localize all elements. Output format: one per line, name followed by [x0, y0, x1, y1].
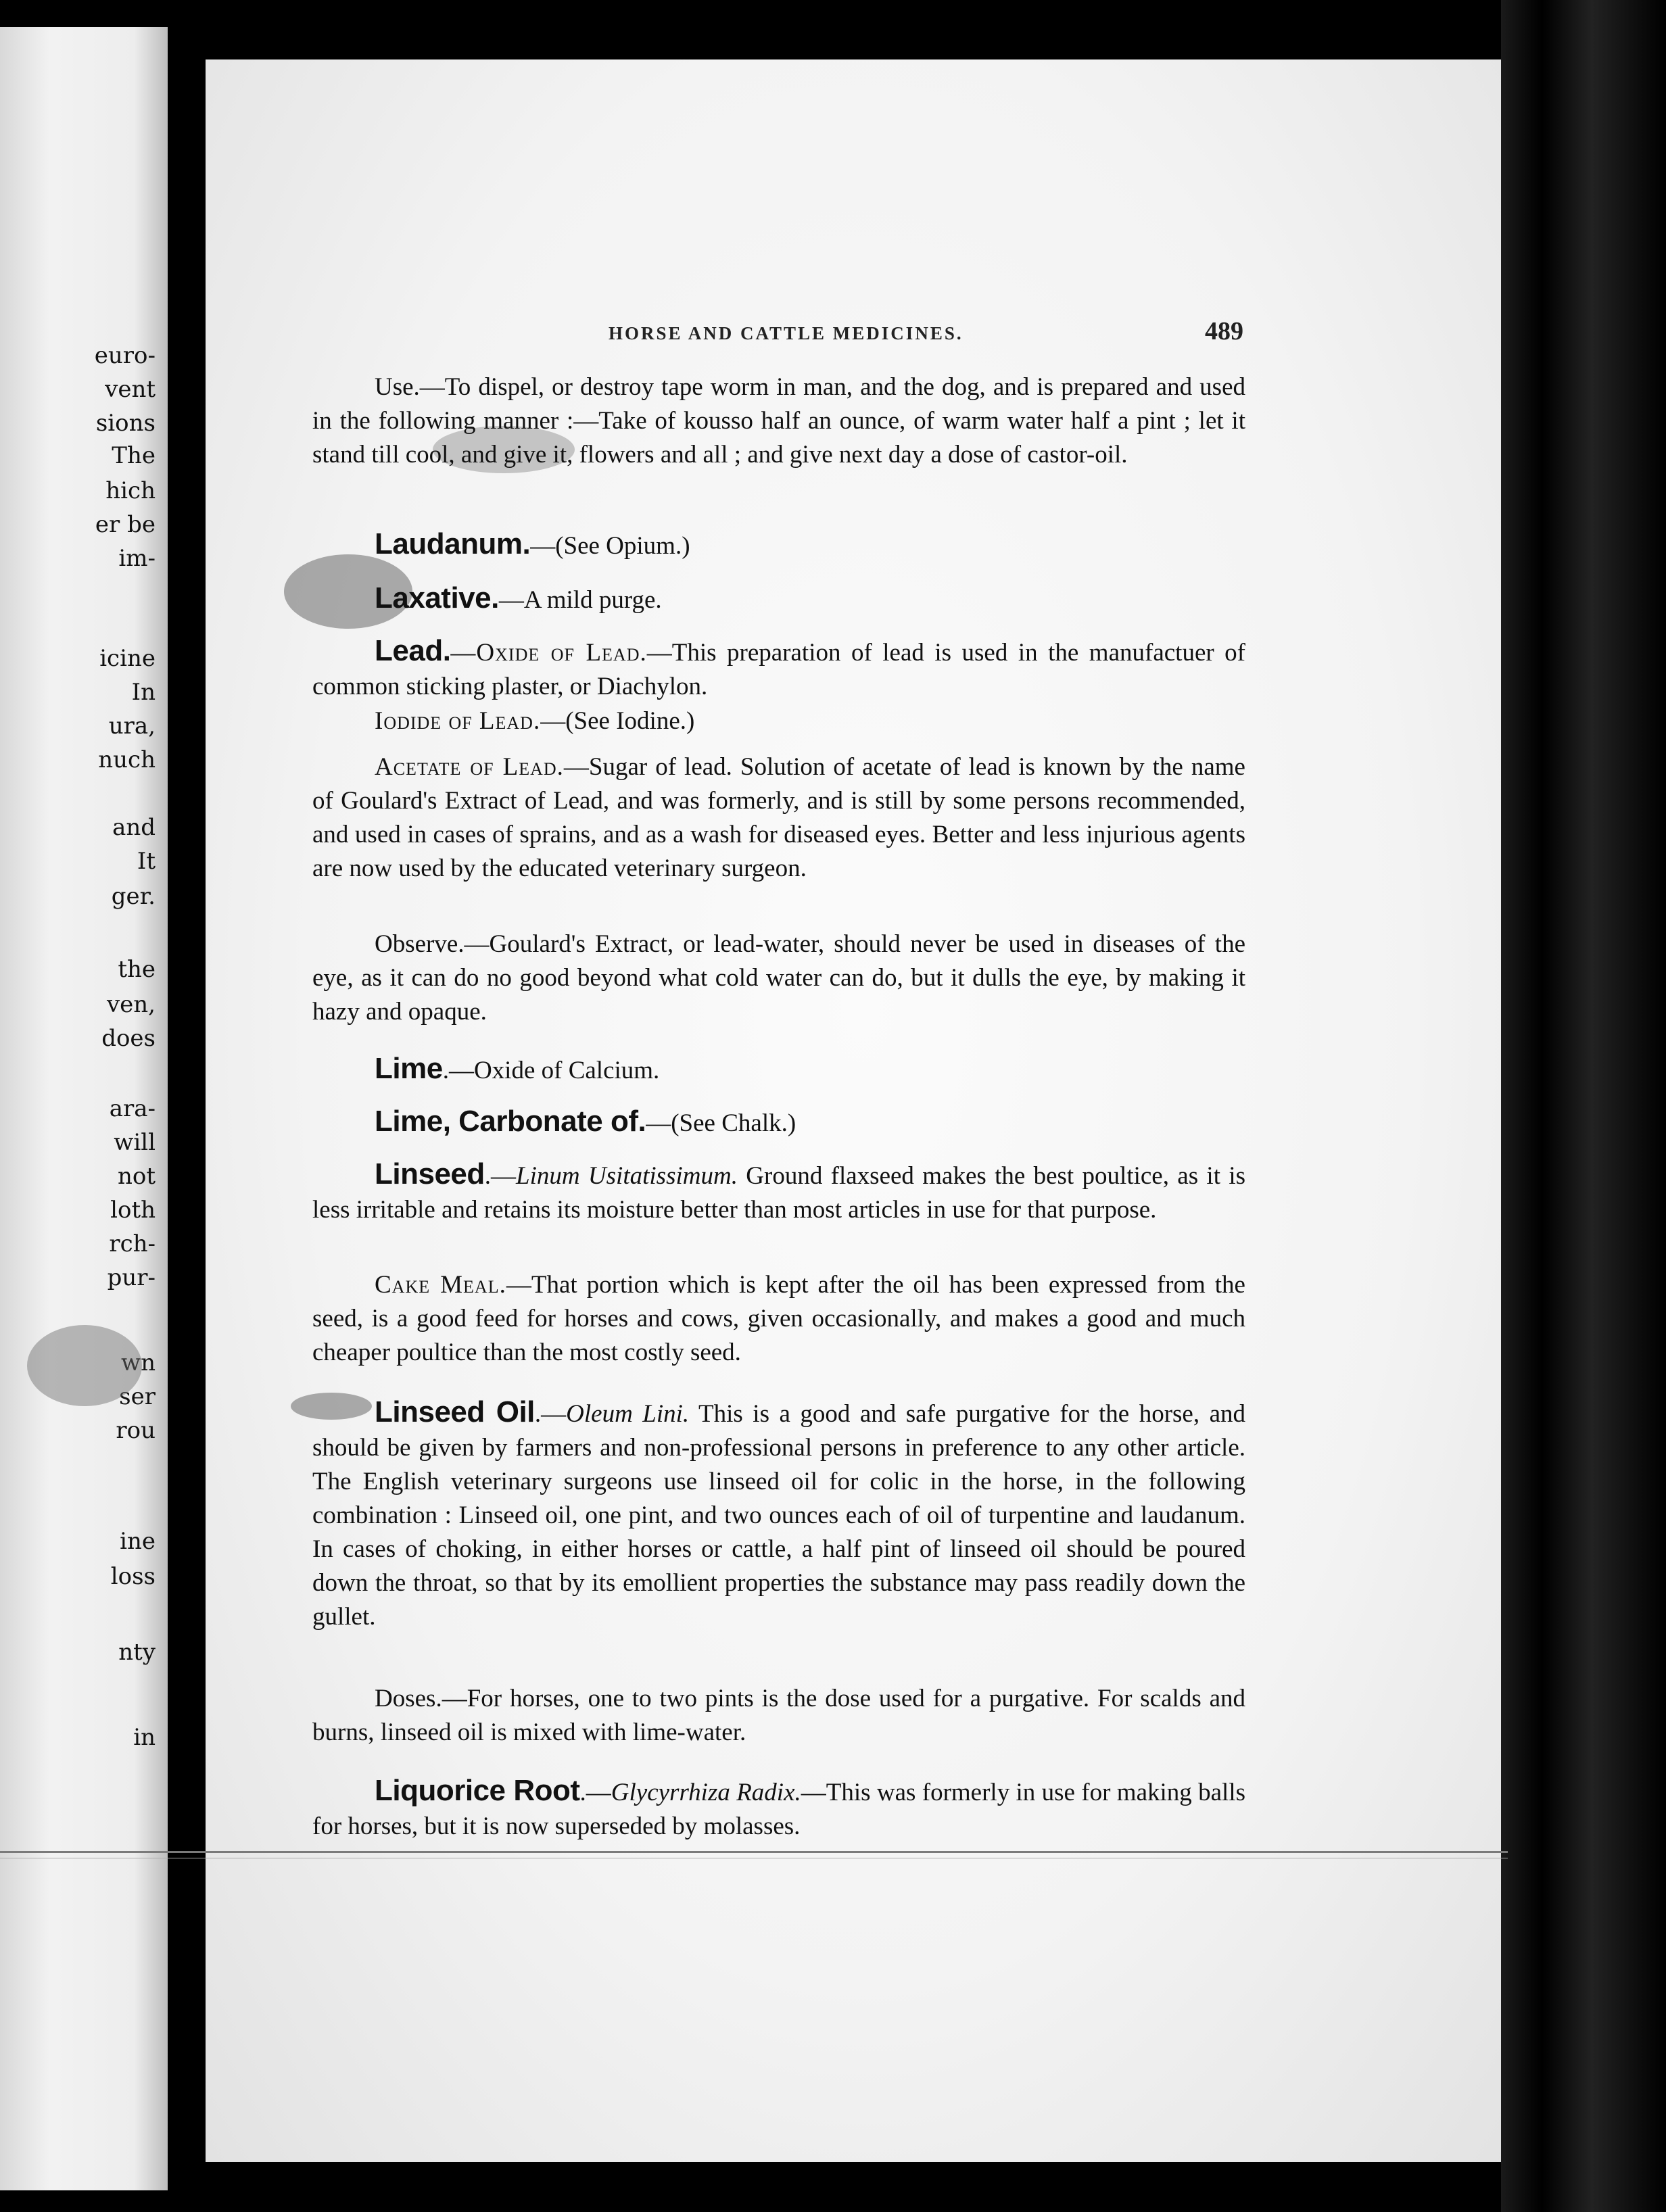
left-page-line: The [112, 442, 156, 469]
left-page-line: ara- [109, 1095, 156, 1122]
left-page-line: ven, [106, 991, 156, 1018]
left-page-line: ser [119, 1383, 156, 1410]
entry-doses [312, 1682, 1245, 1750]
left-page-line: In [131, 679, 156, 706]
entry-cake-meal [312, 1268, 1245, 1370]
left-page-line: hich [105, 477, 156, 504]
liquorice-latin: Glycyrrhiza Radix. [611, 1779, 801, 1806]
left-page-line: vent [105, 376, 156, 403]
left-page-line: loss [110, 1563, 156, 1590]
left-page-line: er be [95, 511, 156, 538]
cake-meal-subhead: Cake Meal. [375, 1271, 506, 1299]
iodide-subhead: Iodide of Lead. [375, 707, 541, 735]
left-page-line: not [117, 1163, 156, 1190]
entry-liquorice-root: Liquorice Root.—Glycyrrhiza Radix.—This was formerly in use for making balls for horses, but it is now superseded by molasses. [312, 1774, 1245, 1840]
ink-smudge [27, 1325, 142, 1406]
entry-lime [312, 1052, 1245, 1088]
linseed-oil-latin: Oleum Lini. [566, 1400, 690, 1428]
headword-linseed-oil: Linseed Oil [375, 1395, 535, 1428]
left-page-line: loth [110, 1197, 156, 1224]
lead-subhead: —Oxide of Lead. [450, 639, 647, 667]
left-page-line: It [137, 848, 156, 875]
left-page-line: icine [99, 645, 156, 672]
left-page-line: ine [120, 1528, 156, 1555]
observe-text: Observe.—Goulard's Extract, or lead-water, should never be used in diseases of the eye, as it can do no good beyond what cold water can do, but it dulls the eye, by making it hazy and opaque. [312, 930, 1245, 1026]
left-page-line: will [114, 1129, 156, 1156]
paragraph-use [312, 370, 1245, 472]
left-page-line: does [101, 1025, 156, 1052]
linseed-text: Ground flaxseed makes the best poultice, as it is less irritable and retains its moisture better than most articles in use for that purpose. [312, 1162, 1245, 1224]
headword-linseed: Linseed [375, 1157, 485, 1191]
iodide-text: —(See Iodine.) [540, 707, 695, 735]
page-edge-shadow [1501, 0, 1666, 2212]
acetate-text: —Sugar of lead. Solution of acetate of lead is known by the name of Goulard's Extract of Lead, and was formerly, and is still by some persons recommended, and used in cases of sprains, and as a wash for diseased eyes. Better and less injurious agents are now used by the educated veterinary surgeon. [312, 753, 1245, 882]
laudanum-text: —(See Opium.) [530, 532, 690, 560]
entry-laudanum [312, 527, 1245, 563]
headword-lime: Lime [375, 1052, 443, 1085]
lime-text: .—Oxide of Calcium. [442, 1057, 660, 1084]
entry-lime-carbonate [312, 1105, 1245, 1140]
left-page-line: in [133, 1724, 156, 1751]
linseed-oil-text: This is a good and safe purgative for the horse, and should be given by farmers and non-professional persons in preference to any other article. The English veterinary surgeons use linseed oil for colic in the horse, in the following combination : Linseed oil, one pint, and two ounces each of oil of turpentine and laudanum. In cases of choking, in either horses or cattle, a half pint of linseed oil should be poured down the throat, so that by its emollient properties the substance may pass readily down the gullet. [312, 1400, 1245, 1631]
entry-acetate-of-lead [312, 750, 1245, 886]
left-page-line: nty [118, 1639, 156, 1666]
entry-iodide-of-lead [312, 704, 1245, 738]
headword-liquorice-root: Liquorice Root [375, 1774, 580, 1807]
entry-observe [312, 928, 1245, 1029]
doses-text: Doses.—For horses, one to two pints is the dose used for a purgative. For scalds and burns, linseed oil is mixed with lime-water. [312, 1685, 1245, 1746]
entry-linseed-oil: Linseed Oil.—Oleum Lini. This is a good and safe purgative for the horse, and should be given by farmers and non-professional persons in preference to any other article. The English veterinary surgeons use linseed oil for colic in the horse, in the following combination : Linseed oil, one pint, and two ounces each of oil of turpentine and laudanum. In cases of choking, in either horses or cattle, a half pint of linseed oil should be poured down the throat, so that by its emollient properties the substance may pass readily down the gullet. [312, 1395, 1245, 1631]
left-page-line: pur- [107, 1264, 156, 1291]
entry-lead [312, 634, 1245, 704]
laxative-text: —A mild purge. [498, 586, 662, 614]
use-text: Use.—To dispel, or destroy tape worm in man, and the dog, and is prepared and used in the following manner :—Take of kousso half an ounce, of warm water half a pint ; let it stand till cool, and give it, flowers and all ; and give next day a dose of castor-oil. [312, 373, 1245, 468]
entry-laxative [312, 581, 1245, 617]
left-page-line: rch- [109, 1230, 156, 1257]
cake-meal-text: —That portion which is kept after the oil has been expressed from the seed, is a good feed for horses and cows, given occasionally, and makes a good and much cheaper poultice than the most costly seed. [312, 1271, 1245, 1366]
lead-text: —This preparation of lead is used in the manufactuer of common sticking plaster, or Diachylon. [312, 639, 1245, 700]
left-page-line: euro- [94, 342, 156, 369]
left-page-line: im- [118, 545, 156, 572]
left-page-line: rou [116, 1417, 156, 1444]
headword-lime-carbonate: Lime, Carbonate of. [375, 1105, 646, 1138]
headword-laudanum: Laudanum. [375, 527, 531, 560]
scan-edge-line [0, 1851, 1508, 1853]
book-gutter [168, 0, 206, 2212]
page-number: 489 [1205, 317, 1243, 345]
lime-carbonate-text: —(See Chalk.) [646, 1109, 796, 1137]
headword-laxative: Laxative. [375, 581, 499, 615]
left-page-fragment [0, 27, 168, 2190]
headword-lead: Lead. [375, 634, 451, 667]
left-page-line: the [118, 956, 156, 983]
left-page-line: and [112, 814, 156, 841]
left-page-line: wn [121, 1349, 156, 1376]
left-page-line: sions [95, 410, 156, 437]
entry-linseed: Linseed.—Linum Usitatissimum. Ground flaxseed makes the best poultice, as it is less irritable and retains its moisture better than most articles in use for that purpose. [312, 1157, 1245, 1224]
left-page-line: ger. [111, 883, 156, 910]
linseed-latin: Linum Usitatissimum. [516, 1162, 738, 1190]
acetate-subhead: Acetate of Lead. [375, 753, 564, 781]
liquorice-text: —This was formerly in use for making balls for horses, but it is now superseded by molasses. [312, 1779, 1245, 1840]
left-page-line: ura, [108, 713, 156, 740]
running-head: HORSE AND CATTLE MEDICINES. [609, 323, 963, 343]
left-page-line: nuch [98, 746, 156, 773]
